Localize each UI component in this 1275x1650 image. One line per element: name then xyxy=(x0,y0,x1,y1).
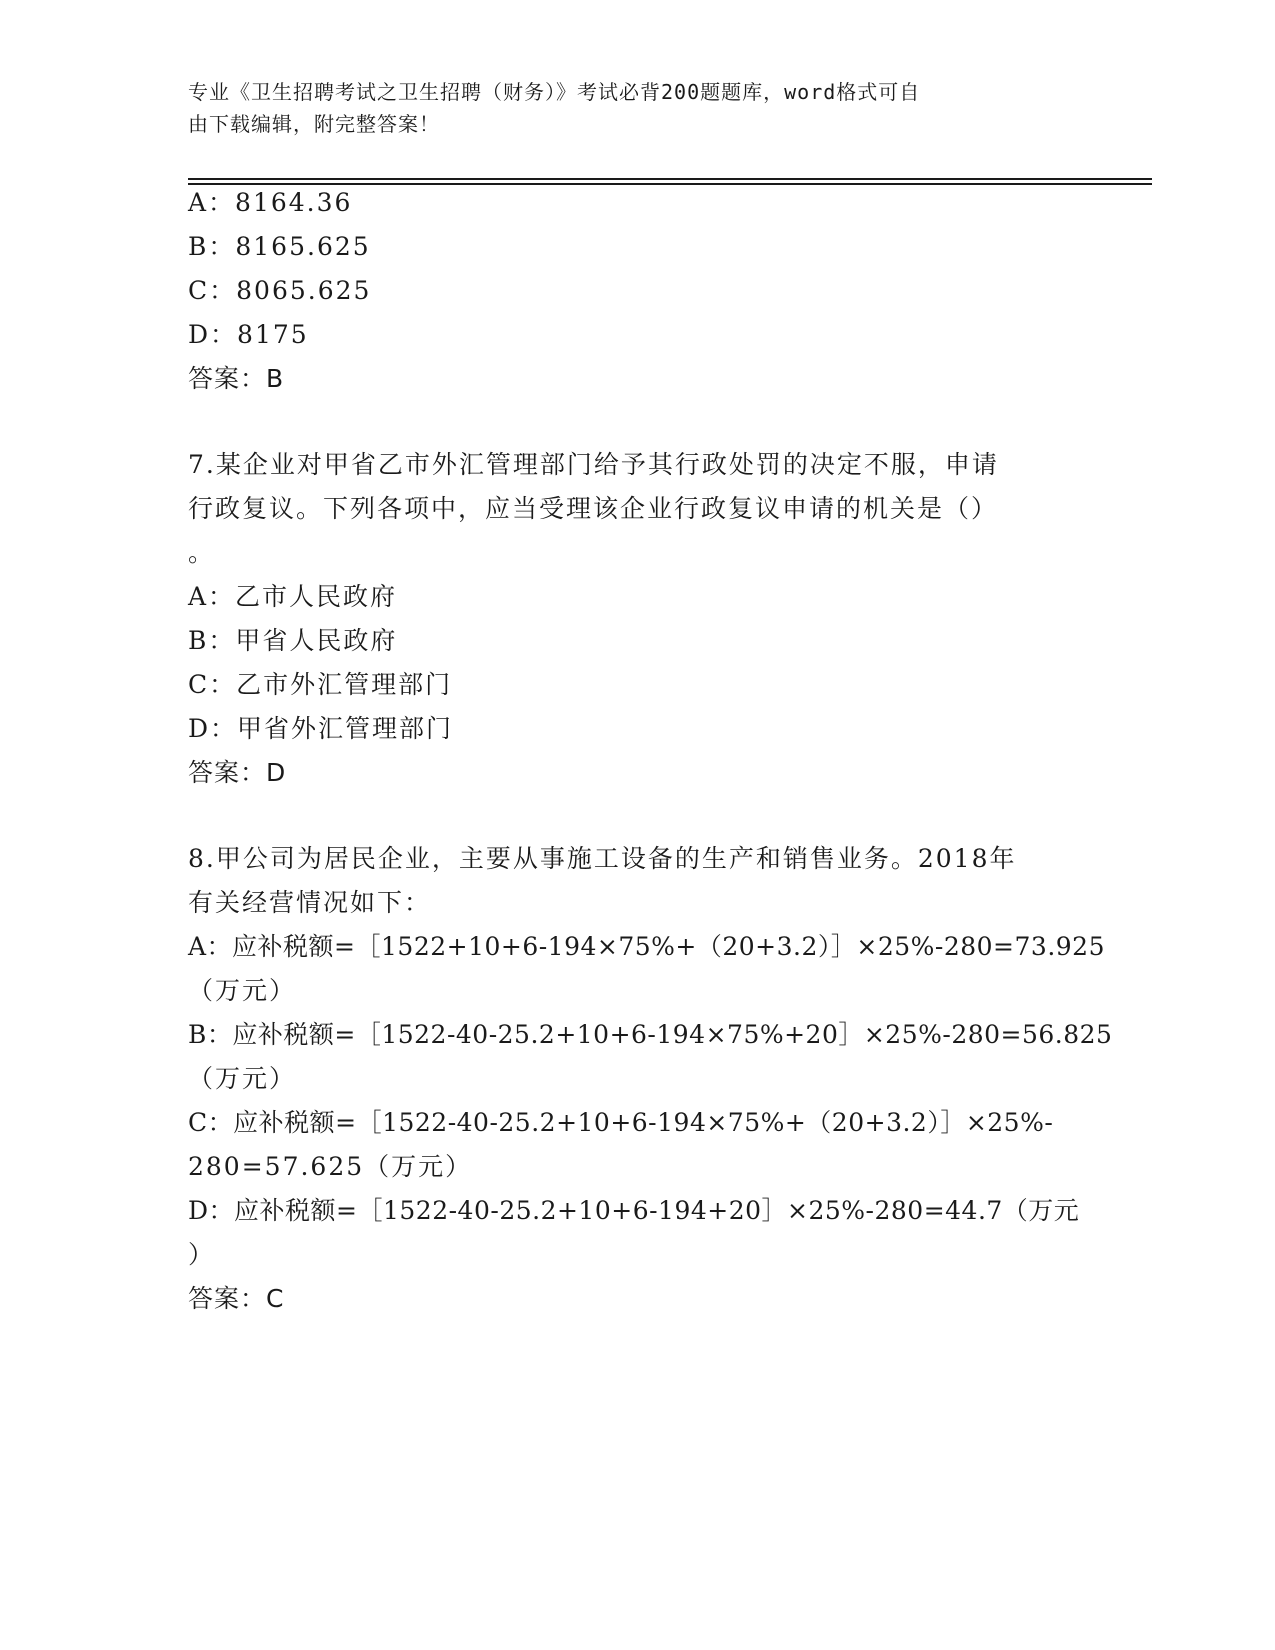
q8-answer: 答案：C xyxy=(188,1284,285,1313)
q7-option-b: B：甲省人民政府 xyxy=(188,626,398,655)
q8-option-a: A：应补税额=［1522+10+6-194×75%+（20+3.2）］×25%-280=73.925 xyxy=(188,932,1105,961)
q7-option-a: A：乙市人民政府 xyxy=(188,582,398,611)
q8-option-a-cont: （万元） xyxy=(188,976,297,1005)
header-line-1: 专业《卫生招聘考试之卫生招聘（财务）》考试必背200题题库，word格式可自 xyxy=(188,80,921,104)
q8-option-b: B：应补税额=［1522-40-25.2+10+6-194×75%+20］×25%-280=56.825 xyxy=(188,1020,1113,1049)
q8-option-d: D：应补税额=［1522-40-25.2+10+6-194+20］×25%-280=44.7（万元 xyxy=(188,1196,1080,1225)
q7-stem-line-1: 7.某企业对甲省乙市外汇管理部门给予其行政处罚的决定不服，申请 xyxy=(188,450,999,479)
q8-stem-line-1: 8.甲公司为居民企业，主要从事施工设备的生产和销售业务。2018年 xyxy=(188,844,1017,873)
q6-option-b: B：8165.625 xyxy=(188,232,371,261)
q7-option-d: D：甲省外汇管理部门 xyxy=(188,714,454,743)
q6-option-c: C：8065.625 xyxy=(188,276,372,305)
header-divider-top xyxy=(188,178,1152,180)
q6-answer: 答案：B xyxy=(188,364,285,393)
q8-stem-line-2: 有关经营情况如下： xyxy=(188,888,432,917)
q8-option-c-cont: 280=57.625（万元） xyxy=(188,1152,473,1181)
q7-stem-line-2: 行政复议。下列各项中，应当受理该企业行政复议申请的机关是（） xyxy=(188,494,999,523)
header-divider-bottom xyxy=(188,183,1152,185)
q6-option-d: D：8175 xyxy=(188,320,309,349)
header-line-2: 由下载编辑，附完整答案！ xyxy=(188,112,440,136)
q7-stem-line-3: 。 xyxy=(188,538,216,567)
q8-option-c: C：应补税额=［1522-40-25.2+10+6-194×75%+（20+3.2）］×25%- xyxy=(188,1108,1054,1137)
q7-answer: 答案：D xyxy=(188,758,287,787)
q7-option-c: C：乙市外汇管理部门 xyxy=(188,670,453,699)
q6-option-a: A：8164.36 xyxy=(188,188,353,217)
document-header xyxy=(188,76,1088,140)
q8-option-b-cont: （万元） xyxy=(188,1064,297,1093)
q8-option-d-cont: ） xyxy=(188,1240,216,1269)
